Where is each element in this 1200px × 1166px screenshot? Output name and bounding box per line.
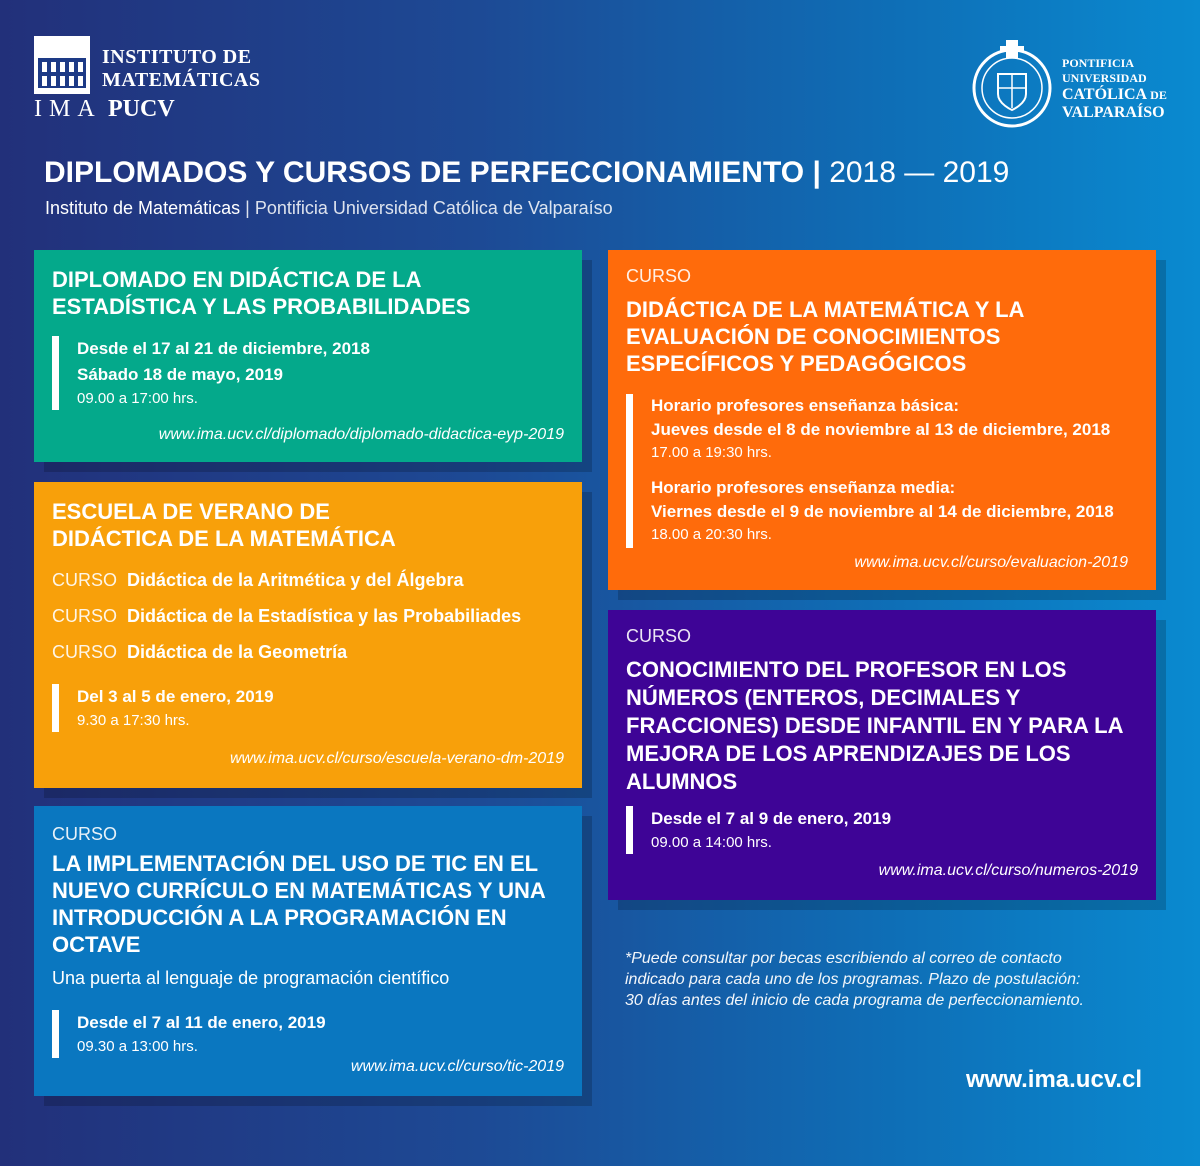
card-url-link[interactable]: www.ima.ucv.cl/curso/escuela-verano-dm-2019 xyxy=(229,750,564,767)
ima-building-icon xyxy=(34,36,90,94)
course-item xyxy=(52,642,347,663)
card-url-link[interactable]: www.ima.ucv.cl/curso/numeros-2019 xyxy=(878,862,1138,879)
ima-logo-line2: MATEMÁTICAS xyxy=(102,69,261,91)
card-numeros xyxy=(608,610,1156,900)
card-description: Una puerta al lenguaje de programación científico xyxy=(52,968,450,988)
card-title xyxy=(52,498,396,552)
card-title-line: INTRODUCCIÓN A LA PROGRAMACIÓN EN xyxy=(52,905,507,930)
card-tic-octave xyxy=(34,806,582,1096)
pucv-line1: PONTIFICIA xyxy=(1062,56,1135,70)
card-title xyxy=(52,850,546,958)
course-kicker: CURSO xyxy=(52,570,118,590)
subtitle-separator: | xyxy=(245,198,250,218)
pucv-line3 xyxy=(1062,86,1167,104)
card-title xyxy=(52,266,470,320)
card-kicker: CURSO xyxy=(626,266,692,286)
card-kicker: CURSO xyxy=(626,626,692,646)
note-line: indicado para cada uno de los programas. Plazo de postulación: xyxy=(625,971,1081,988)
card-title xyxy=(626,296,1024,377)
subtitle-institute: Instituto de Matemáticas xyxy=(45,198,241,218)
card-evaluacion xyxy=(608,250,1156,590)
date-line: Sábado 18 de mayo, 2019 xyxy=(77,365,283,384)
schedule-label: Horario profesores enseñanza media: xyxy=(651,478,956,497)
ima-logo-line1: INSTITUTO DE xyxy=(102,46,252,68)
course-item xyxy=(52,606,521,627)
schedule-date: Viernes desde el 9 de noviembre al 14 de diciembre, 2018 xyxy=(651,502,1114,521)
card-schedules xyxy=(626,394,1114,548)
card-url-link[interactable]: www.ima.ucv.cl/diplomado/diplomado-didactica-eyp-2019 xyxy=(158,426,564,443)
schedule-time: 17.00 a 19:30 hrs. xyxy=(651,444,772,461)
note-line: 30 días antes del inicio de cada programa de perfeccionamiento. xyxy=(625,992,1084,1009)
card-title-line: NUEVO CURRÍCULO EN MATEMÁTICAS Y UNA xyxy=(52,878,546,903)
card-dates xyxy=(52,1010,326,1058)
date-line: Desde el 17 al 21 de diciembre, 2018 xyxy=(77,339,370,358)
date-line: Del 3 al 5 de enero, 2019 xyxy=(77,687,274,706)
card-title-line: FRACCIONES) DESDE INFANTIL EN Y PARA LA xyxy=(626,713,1124,738)
page-title xyxy=(44,156,1009,190)
course-kicker: CURSO xyxy=(52,606,118,626)
date-line: Desde el 7 al 9 de enero, 2019 xyxy=(651,809,892,828)
card-title-line: CONOCIMIENTO DEL PROFESOR EN LOS xyxy=(626,657,1067,682)
pucv-seal-icon xyxy=(972,36,1058,130)
card-title-line: DIDÁCTICA DE LA MATEMÁTICA Y LA xyxy=(626,297,1025,322)
card-dates xyxy=(626,806,891,854)
course-name: Didáctica de la Geometría xyxy=(127,642,348,662)
pucv-line4: VALPARAÍSO xyxy=(1062,104,1165,121)
pucv-line2: UNIVERSIDAD xyxy=(1062,71,1147,85)
ima-logo-pucv: PUCV xyxy=(108,96,175,122)
card-url-link[interactable]: www.ima.ucv.cl/curso/evaluacion-2019 xyxy=(854,554,1128,571)
page-subtitle xyxy=(45,198,613,219)
card-title-line: ESCUELA DE VERANO DE xyxy=(52,499,330,524)
card-kicker: CURSO xyxy=(52,824,118,844)
time-line: 9.30 a 17:30 hrs. xyxy=(77,712,190,729)
time-line: 09.30 a 13:00 hrs. xyxy=(77,1038,198,1055)
card-diplomado-estadistica xyxy=(34,250,582,462)
ima-logo-letters: IMA xyxy=(34,96,102,122)
schedule-label: Horario profesores enseñanza básica: xyxy=(651,396,960,415)
schedule-date: Jueves desde el 8 de noviembre al 13 de diciembre, 2018 xyxy=(651,420,1111,439)
time-line: 09.00 a 14:00 hrs. xyxy=(651,834,772,851)
card-escuela-verano xyxy=(34,482,582,788)
card-title-line: ESTADÍSTICA Y LAS PROBABILIDADES xyxy=(52,294,471,319)
date-line: Desde el 7 al 11 de enero, 2019 xyxy=(77,1013,326,1032)
ima-pucv-logo xyxy=(34,36,261,122)
card-title-line: DIDÁCTICA DE LA MATEMÁTICA xyxy=(52,526,396,551)
card-title-line: EVALUACIÓN DE CONOCIMIENTOS xyxy=(626,324,1001,349)
schedule-time: 18.00 a 20:30 hrs. xyxy=(651,526,772,543)
course-item xyxy=(52,570,463,591)
pucv-line3-de: DE xyxy=(1150,88,1167,102)
card-title xyxy=(626,656,1124,796)
pucv-logo xyxy=(972,36,1172,132)
footer-website-link[interactable]: www.ima.ucv.cl xyxy=(966,1066,1143,1093)
card-dates xyxy=(52,684,274,732)
card-title-line: OCTAVE xyxy=(52,932,141,957)
subtitle-university: Pontificia Universidad Católica de Valparaíso xyxy=(254,198,613,218)
card-title-line: MEJORA DE LOS APRENDIZAJES DE LOS xyxy=(626,741,1071,766)
card-title-line: NÚMEROS (ENTEROS, DECIMALES Y xyxy=(626,685,1021,710)
course-kicker: CURSO xyxy=(52,642,118,662)
title-years: 2018 — 2019 xyxy=(829,156,1010,189)
time-line: 09.00 a 17:00 hrs. xyxy=(77,390,198,407)
pucv-line3-word: CATÓLICA xyxy=(1062,86,1147,103)
card-title-line: LA IMPLEMENTACIÓN DEL USO DE TIC EN EL xyxy=(52,851,539,876)
note-line: *Puede consultar por becas escribiendo al correo de contacto xyxy=(625,950,1062,967)
card-title-line: DIPLOMADO EN DIDÁCTICA DE LA xyxy=(52,267,422,292)
card-url-link[interactable]: www.ima.ucv.cl/curso/tic-2019 xyxy=(350,1058,564,1075)
card-title-line: ESPECÍFICOS Y PEDAGÓGICOS xyxy=(626,351,967,376)
card-dates xyxy=(52,336,370,410)
pucv-logo-text xyxy=(1062,56,1167,122)
card-title-line: ALUMNOS xyxy=(626,769,738,794)
course-name: Didáctica de la Aritmética y del Álgebra xyxy=(127,570,464,590)
page-title-text: DIPLOMADOS Y CURSOS DE PERFECCIONAMIENTO xyxy=(44,156,805,189)
course-name: Didáctica de la Estadística y las Probabiliades xyxy=(127,606,522,626)
title-separator: | xyxy=(812,156,821,189)
scholarship-note xyxy=(625,948,1165,1011)
